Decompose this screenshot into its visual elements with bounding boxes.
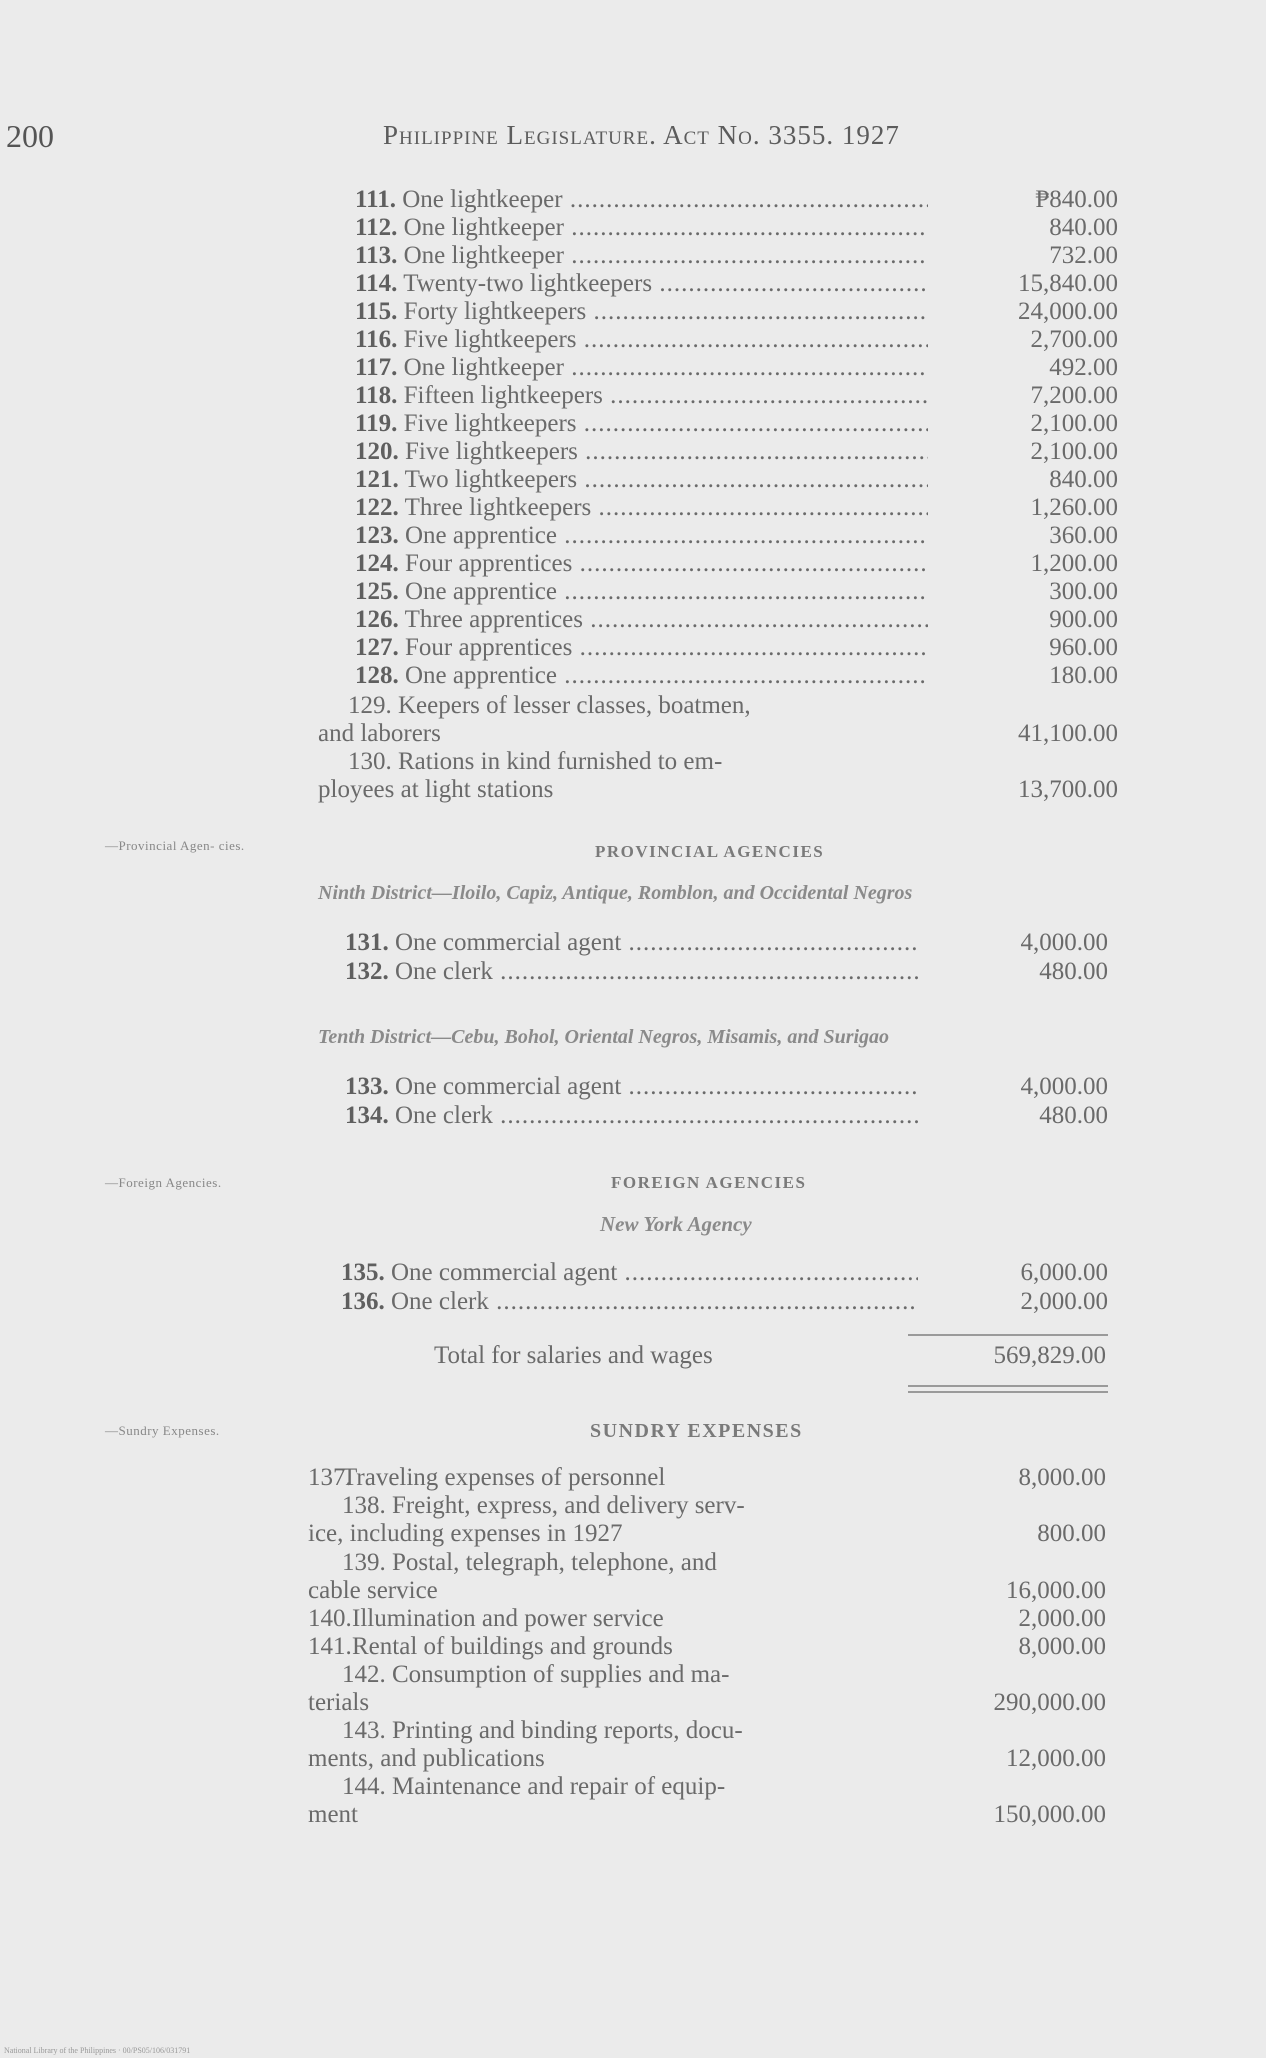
line-item-number: 123. [355, 522, 399, 549]
line-item-text: One lightkeeper [403, 242, 564, 269]
line-item-amount: 2,100.00 [1030, 438, 1118, 465]
line-item-amount: 2,000.00 [1020, 1288, 1108, 1315]
line-item-text: Four apprentices [405, 550, 573, 577]
line-item-label [355, 522, 928, 550]
item-140-number: 140. [308, 1605, 352, 1632]
item-142-line1: 142. Consumption of supplies and ma- [342, 1661, 730, 1688]
line-item-amount: 840.00 [1049, 214, 1118, 241]
line-item [345, 1102, 1108, 1130]
line-item-text: Three lightkeepers [404, 494, 592, 521]
line-item [355, 242, 1118, 270]
item-140-amount: 2,000.00 [1018, 1605, 1106, 1632]
line-item-number: 113. [355, 242, 398, 269]
item-143-amount: 12,000.00 [1006, 1745, 1106, 1772]
line-item-text: One apprentice [405, 522, 558, 549]
ninth-district-heading: Ninth District—Iloilo, Capiz, Antique, Romblon, and Occidental Negros [318, 882, 913, 904]
line-item [355, 494, 1118, 522]
item-141-amount: 8,000.00 [1018, 1633, 1106, 1660]
line-item-number: 116. [355, 326, 398, 353]
line-item-number: 117. [355, 354, 398, 381]
line-item-label [355, 298, 928, 326]
line-item-label [355, 214, 928, 242]
line-item-text: Five lightkeepers [403, 326, 577, 353]
line-item [355, 634, 1118, 662]
line-item-text: Fifteen lightkeepers [403, 382, 603, 409]
line-item-number: 127. [355, 634, 399, 661]
item-144-line1: 144. Maintenance and repair of equip- [342, 1773, 726, 1800]
line-item-number: 133. [345, 1073, 389, 1100]
line-item-amount: 732.00 [1049, 242, 1118, 269]
line-item-text: One clerk [395, 1102, 493, 1129]
item-139-line1: 139. Postal, telegraph, telephone, and [342, 1549, 717, 1576]
line-item [355, 270, 1118, 298]
line-item [355, 354, 1118, 382]
line-item-text: Five lightkeepers [405, 438, 578, 465]
line-item-label [355, 466, 928, 494]
line-item-amount: 180.00 [1049, 662, 1118, 689]
line-item-number: 120. [355, 438, 399, 465]
line-item-amount: 4,000.00 [1020, 1073, 1108, 1100]
line-item-text: One apprentice [405, 578, 558, 605]
line-item-text: Three apprentices [404, 606, 583, 633]
line-item-number: 115. [355, 298, 398, 325]
line-item-text: Forty lightkeepers [403, 298, 587, 325]
line-item-text: One commercial agent [395, 929, 622, 956]
line-item [355, 662, 1118, 690]
line-item-amount: 15,840.00 [1018, 270, 1118, 297]
line-item-text: One clerk [391, 1288, 489, 1315]
line-item-text: Five lightkeepers [403, 410, 577, 437]
side-note-foreign: —Foreign Agencies. [105, 1175, 222, 1190]
item-139-line2: cable service [308, 1577, 438, 1604]
item-143-line2: ments, and publications [308, 1745, 545, 1772]
line-item [345, 1073, 1108, 1101]
line-item-amount: 492.00 [1049, 354, 1118, 381]
line-item-amount: 2,100.00 [1030, 410, 1118, 437]
scan-footer: National Library of the Philippines · 00/PS05/106/031791 [4, 2046, 191, 2055]
line-item [355, 606, 1118, 634]
line-item-number: 128. [355, 662, 399, 689]
line-item-amount: 300.00 [1049, 578, 1118, 605]
line-item-text: One apprentice [405, 662, 558, 689]
item-129-line1: 129. Keepers of lesser classes, boatmen, [348, 692, 751, 719]
line-item [355, 326, 1118, 354]
line-item-text: Four apprentices [405, 634, 573, 661]
line-item-text: One lightkeeper [403, 214, 564, 241]
line-item-number: 131. [345, 929, 389, 956]
line-item [355, 550, 1118, 578]
line-item [355, 522, 1118, 550]
item-141-label: Rental of buildings and grounds [352, 1633, 673, 1660]
line-item [345, 958, 1108, 986]
item-130-amount: 13,700.00 [1018, 776, 1118, 803]
line-item-number: 118. [355, 382, 398, 409]
item-137-amount: 8,000.00 [1018, 1464, 1106, 1491]
line-item-amount: 4,000.00 [1020, 929, 1108, 956]
total-rule-double-1 [908, 1385, 1108, 1387]
item-143-line1: 143. Printing and binding reports, docu- [342, 1717, 743, 1744]
line-item-label [341, 1259, 918, 1287]
item-141-number: 141. [308, 1633, 352, 1660]
item-142-amount: 290,000.00 [993, 1689, 1106, 1716]
item-139-amount: 16,000.00 [1006, 1577, 1106, 1604]
line-item-label [355, 270, 928, 298]
line-item-amount: 6,000.00 [1020, 1259, 1108, 1286]
line-item [355, 214, 1118, 242]
line-item-amount: 960.00 [1049, 634, 1118, 661]
item-129-amount: 41,100.00 [1018, 720, 1118, 747]
line-item-label [355, 578, 928, 606]
line-item-amount: ₱840.00 [1035, 186, 1118, 213]
line-item-label [355, 186, 928, 214]
line-item-amount: 2,700.00 [1030, 326, 1118, 353]
line-item-number: 122. [355, 494, 399, 521]
line-item [345, 929, 1108, 957]
line-item-text: One commercial agent [391, 1259, 618, 1286]
line-item-amount: 24,000.00 [1018, 298, 1118, 325]
line-item-text: One clerk [395, 958, 493, 985]
line-item-label [345, 1102, 918, 1130]
line-item-number: 112. [355, 214, 398, 241]
line-item-label [355, 410, 928, 438]
line-item-number: 119. [355, 410, 398, 437]
page-header: Philippine Legislature. Act No. 3355. 1927 [383, 120, 900, 150]
foreign-heading: FOREIGN AGENCIES [611, 1173, 807, 1192]
line-item-number: 126. [355, 606, 399, 633]
item-138-line2: ice, including expenses in 1927 [308, 1520, 623, 1547]
line-item-amount: 7,200.00 [1030, 382, 1118, 409]
line-item-number: 114. [355, 270, 398, 297]
sundry-heading: SUNDRY EXPENSES [590, 1420, 803, 1442]
line-item-number: 136. [341, 1288, 385, 1315]
line-item-number: 135. [341, 1259, 385, 1286]
line-item-text: Two lightkeepers [404, 466, 578, 493]
total-rule-top [908, 1334, 1108, 1336]
line-item [355, 298, 1118, 326]
line-item-label [355, 326, 928, 354]
line-item-number: 134. [345, 1102, 389, 1129]
line-item-text: Twenty-two lightkeepers [403, 270, 653, 297]
line-item-label [345, 929, 918, 957]
line-item-number: 132. [345, 958, 389, 985]
line-item [355, 438, 1118, 466]
line-item-label [355, 354, 928, 382]
line-item [355, 466, 1118, 494]
line-item-amount: 480.00 [1039, 1102, 1108, 1129]
line-item-number: 125. [355, 578, 399, 605]
item-129-line2: and laborers [318, 720, 441, 747]
line-item [355, 382, 1118, 410]
line-item-number: 111. [355, 186, 396, 213]
total-amount: 569,829.00 [993, 1342, 1106, 1369]
line-item-number: 121. [355, 466, 399, 493]
line-item-label [355, 550, 928, 578]
line-item-label [355, 662, 928, 690]
item-142-line2: terials [308, 1689, 370, 1716]
line-item-text: One lightkeeper [403, 354, 564, 381]
line-item-label [355, 382, 928, 410]
line-item-label [355, 634, 928, 662]
line-item [341, 1288, 1108, 1316]
line-item-label [345, 958, 918, 986]
item-138-amount: 800.00 [1037, 1520, 1106, 1547]
item-144-amount: 150,000.00 [993, 1801, 1106, 1828]
line-item-label [341, 1288, 918, 1316]
side-note-sundry: —Sundry Expenses. [105, 1423, 220, 1438]
line-item-number: 124. [355, 550, 399, 577]
line-item-amount: 1,260.00 [1030, 494, 1118, 521]
line-item-amount: 1,200.00 [1030, 550, 1118, 577]
line-item-label [355, 242, 928, 270]
provincial-heading: PROVINCIAL AGENCIES [595, 842, 825, 861]
item-144-line2: ment [308, 1801, 358, 1828]
line-item-label [355, 494, 928, 522]
total-label: Total for salaries and wages [434, 1342, 713, 1369]
item-138-line1: 138. Freight, express, and delivery serv- [342, 1492, 745, 1519]
item-140-label: Illumination and power service [352, 1605, 664, 1632]
total-rule-double-2 [908, 1391, 1108, 1393]
line-item-label [355, 438, 928, 466]
line-item [341, 1259, 1108, 1287]
line-item [355, 578, 1118, 606]
page-number: 200 [6, 118, 54, 154]
line-item [355, 410, 1118, 438]
line-item-amount: 840.00 [1049, 466, 1118, 493]
line-item-amount: 900.00 [1049, 606, 1118, 633]
item-130-line1: 130. Rations in kind furnished to em- [348, 748, 723, 775]
side-note-provincial: —Provincial Agen- cies. [105, 838, 245, 853]
line-item-text: One commercial agent [395, 1073, 622, 1100]
item-137-number: 137. [308, 1464, 352, 1491]
line-item [355, 186, 1118, 214]
item-137-line: Traveling expenses of personnel [342, 1464, 666, 1491]
new-york-agency-heading: New York Agency [600, 1212, 752, 1236]
line-item-amount: 480.00 [1039, 958, 1108, 985]
line-item-label [345, 1073, 918, 1101]
tenth-district-heading: Tenth District—Cebu, Bohol, Oriental Negros, Misamis, and Surigao [318, 1026, 890, 1048]
line-item-text: One lightkeeper [402, 186, 563, 213]
item-130-line2: ployees at light stations [318, 776, 554, 803]
line-item-amount: 360.00 [1049, 522, 1118, 549]
line-item-label [355, 606, 928, 634]
